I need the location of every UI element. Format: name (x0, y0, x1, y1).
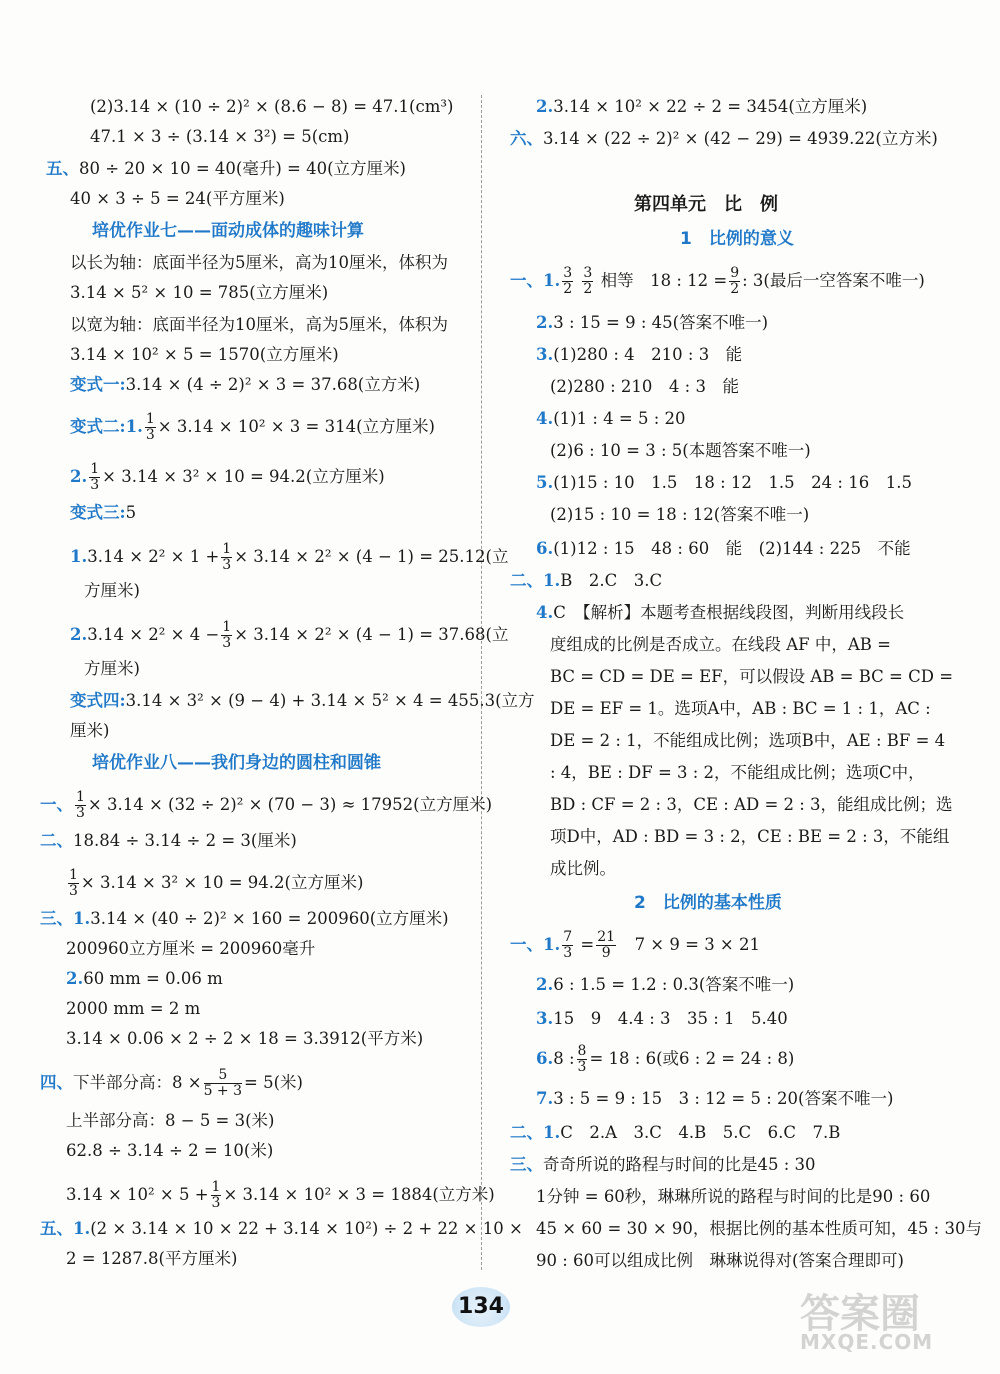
answer-line (550, 504, 809, 526)
answer-text: 以宽为轴：底面半径为10厘米，高为5厘米，体积为 (70, 315, 448, 334)
answer-line (70, 542, 508, 573)
answer-text: 1分钟 = 60秒，琳琳所说的路程与时间的比是90 : 60 (536, 1187, 931, 1206)
fraction-denominator: 3 (222, 557, 232, 573)
answer-line (536, 1008, 788, 1030)
answer-text: : 3(最后一空答案不唯一) (742, 271, 925, 290)
answer-text: 200960立方厘米 = 200960毫升 (66, 939, 316, 958)
answer-text: (2)15 : 10 = 18 : 12(答案不唯一) (550, 505, 810, 524)
answer-text: 奇奇所说的路程与时间的比是45 : 30 (543, 1155, 816, 1174)
question-label: 4. (536, 603, 554, 622)
answer-line (92, 220, 364, 242)
answer-text: 3.14 × (4 ÷ 2)² × 3 = 37.68(立方米) (125, 375, 421, 394)
answer-text: 7 × 9 = 3 × 21 (618, 935, 760, 954)
page-number: 134 (452, 1287, 510, 1327)
column-divider (481, 95, 482, 1270)
answer-line (550, 826, 949, 848)
answer-line (90, 126, 349, 148)
answer-line (66, 1248, 237, 1270)
answer-text: 18.84 ÷ 3.14 ÷ 2 = 3(厘米) (73, 831, 297, 850)
question-label: 三、 (510, 1155, 543, 1174)
fraction (729, 266, 740, 297)
question-label: 四、 (40, 1073, 73, 1092)
answer-text: C 2.A 3.C 4.B 5.C 6.C 7.B (560, 1123, 841, 1142)
question-label: 五、1. (40, 1219, 91, 1238)
fraction (221, 542, 232, 573)
question-label: 3. (536, 1009, 554, 1028)
section-heading: 培优作业七——面动成体的趣味计算 (92, 221, 364, 241)
answer-text: 3.14 × 5² × 10 = 785(立方厘米) (70, 283, 329, 302)
answer-line (510, 570, 662, 592)
fraction-numerator: 1 (211, 1179, 221, 1195)
answer-line (510, 1154, 816, 1176)
fraction-numerator: 3 (583, 265, 593, 281)
answer-text: DE = EF = 1。选项A中，AB : BC = 1 : 1，AC : (550, 699, 931, 718)
answer-line (70, 344, 339, 366)
fraction-denominator: 5 + 3 (203, 1083, 243, 1099)
answer-text: 3 : 5 = 9 : 15 3 : 12 = 5 : 20(答案不唯一) (553, 1089, 894, 1108)
question-label: 五、 (46, 159, 79, 178)
answer-line (66, 938, 315, 960)
answer-line (510, 1122, 840, 1144)
answer-text: = (580, 935, 595, 954)
answer-text: × 3.14 × 2² × (4 − 1) = 25.12(立 (234, 547, 509, 566)
answer-text: 90 : 60可以组成比例 琳琳说得对(答案合理即可) (536, 1251, 904, 1270)
answer-text: 15 9 4.4 : 3 35 : 1 5.40 (553, 1009, 788, 1028)
section-heading: 1 比例的意义 (680, 229, 794, 249)
answer-line (40, 830, 297, 852)
answer-text: (1)280 : 4 210 : 3 能 (553, 345, 743, 364)
answer-text: 下半部分高：8 × (73, 1073, 202, 1092)
fraction-denominator: 3 (563, 945, 573, 961)
fraction (145, 412, 156, 443)
answer-text: × 3.14 × 10² × 3 = 314(立方厘米) (157, 417, 435, 436)
watermark-logo (800, 1282, 990, 1357)
answer-text: 厘米) (70, 721, 110, 740)
answer-text: 80 ÷ 20 × 10 = 40(毫升) = 40(立方厘米) (79, 159, 406, 178)
answer-text: 3.14 × 10² × 22 ÷ 2 = 3454(立方厘米) (553, 97, 868, 116)
section-heading: 2 比例的基本性质 (634, 893, 782, 913)
answer-line (40, 1068, 303, 1099)
answer-text: × 3.14 × 2² × (4 − 1) = 37.68(立 (234, 625, 509, 644)
answer-line (536, 472, 912, 494)
question-label: 二、 (40, 831, 73, 850)
answer-line (634, 194, 778, 216)
answer-text: (1)12 : 15 48 : 60 能 (2)144 : 225 不能 (553, 539, 911, 558)
answer-line (536, 1186, 930, 1208)
answer-line (66, 1180, 495, 1211)
answer-line (550, 440, 811, 462)
fraction (221, 620, 232, 651)
answer-line (66, 998, 200, 1020)
answer-line (550, 376, 739, 398)
question-label: 一、1. (510, 271, 561, 290)
fraction-numerator: 1 (222, 619, 232, 635)
answer-text: 3.14 × 10² × 5 + (66, 1185, 209, 1204)
answer-line (70, 462, 385, 493)
answer-line (550, 858, 616, 880)
answer-text: 以长为轴：底面半径为5厘米，高为10厘米，体积为 (70, 253, 448, 272)
question-label: 变式二:1. (70, 417, 143, 436)
fraction-denominator: 3 (90, 477, 100, 493)
answer-line (70, 252, 448, 274)
answer-line (536, 344, 742, 366)
answer-line (46, 158, 406, 180)
question-label: 变式三: (70, 503, 126, 522)
answer-line (92, 752, 381, 774)
answer-line (84, 658, 140, 680)
answer-text: 方厘米) (84, 581, 140, 600)
section-heading: 培优作业八——我们身边的圆柱和圆锥 (92, 753, 381, 773)
answer-text: 5 (125, 503, 137, 522)
answer-text: (2)6 : 10 = 3 : 5(本题答案不唯一) (550, 441, 811, 460)
fraction (211, 1180, 222, 1211)
answer-line (84, 580, 140, 602)
fraction (562, 266, 573, 297)
answer-text: (2)3.14 × (10 ÷ 2)² × (8.6 − 8) = 47.1(cm³) (90, 97, 454, 116)
fraction (582, 266, 593, 297)
question-label: 5. (536, 473, 554, 492)
answer-line (536, 1044, 794, 1075)
question-label: 变式一: (70, 375, 126, 394)
answer-text: × 3.14 × (32 ÷ 2)² × (70 − 3) ≈ 17952(立方厘米) (87, 795, 493, 814)
answer-line (70, 412, 435, 443)
question-label: 二、1. (510, 571, 561, 590)
question-label: 6. (536, 539, 554, 558)
answer-line (536, 1218, 982, 1240)
question-label: 2. (66, 969, 84, 988)
question-label: 一、 (40, 795, 73, 814)
answer-text: 相等 18 : 12 = (600, 271, 728, 290)
answer-line (536, 408, 686, 430)
answer-line (510, 266, 925, 297)
answer-line (550, 634, 891, 656)
fraction (204, 1068, 242, 1099)
answer-line (536, 96, 867, 118)
answer-line (536, 312, 768, 334)
answer-text: (2 × 3.14 × 10 × 22 + 3.14 × 10²) ÷ 2 + 22 × 10 × (90, 1219, 523, 1238)
fraction-denominator: 3 (211, 1195, 221, 1211)
answer-line (70, 690, 535, 712)
answer-text: 8 : (553, 1049, 575, 1068)
answer-line (90, 96, 453, 118)
answer-line (536, 602, 904, 624)
answer-line (40, 790, 492, 821)
answer-text: (1)15 : 10 1.5 18 : 12 1.5 24 : 16 1.5 (553, 473, 912, 492)
answer-line (536, 974, 794, 996)
answer-line (70, 374, 420, 396)
fraction-numerator: 8 (577, 1043, 587, 1059)
answer-line (70, 720, 109, 742)
answer-text: 度组成的比例是否成立。在线段 AF 中，AB = (550, 635, 891, 654)
answer-line (70, 188, 285, 210)
answer-line (66, 868, 363, 899)
question-label: 2. (536, 313, 554, 332)
answer-line (550, 794, 953, 816)
answer-text: 上半部分高：8 − 5 = 3(米) (66, 1111, 275, 1130)
answer-line (66, 1028, 423, 1050)
question-label: 六、 (510, 129, 543, 148)
answer-text: 成比例。 (550, 859, 616, 878)
answer-text: 6 : 1.5 = 1.2 : 0.3(答案不唯一) (553, 975, 795, 994)
question-label: 一、1. (510, 935, 561, 954)
answer-text: C 【解析】本题考查根据线段图，判断用线段长 (553, 603, 905, 622)
answer-text: 3.14 × 0.06 × 2 ÷ 2 × 18 = 3.3912(平方米) (66, 1029, 424, 1048)
answer-text: 3.14 × 2² × 1 + (87, 547, 220, 566)
fraction-numerator: 1 (69, 867, 78, 883)
question-label: 三、1. (40, 909, 91, 928)
answer-text: DE = 2 : 1，不能组成比例；选项B中，AE : BF = 4 (550, 731, 946, 750)
answer-text: 项D中，AD : BD = 3 : 2，CE : BE = 2 : 3，不能组 (550, 827, 950, 846)
answer-text: 60 mm = 0.06 m (83, 969, 223, 988)
answer-text: (2)280 : 210 4 : 3 能 (550, 377, 739, 396)
answer-text: BD : CF = 2 : 3，CE : AD = 2 : 3，能组成比例；选 (550, 795, 953, 814)
answer-text: 3 : 15 = 9 : 45(答案不唯一) (553, 313, 769, 332)
watermark-text: 答案圈 (800, 1291, 920, 1337)
answer-line (680, 228, 794, 250)
fraction-denominator: 3 (145, 427, 155, 443)
fraction-denominator: 9 (601, 945, 611, 961)
answer-line (536, 538, 911, 560)
fraction-numerator: 9 (730, 265, 740, 281)
watermark-url: MXQE.COM (800, 1330, 934, 1354)
answer-text: B 2.C 3.C (560, 571, 663, 590)
answer-text: 方厘米) (84, 659, 140, 678)
fraction (562, 930, 573, 961)
answer-text: × 3.14 × 3² × 10 = 94.2(立方厘米) (80, 873, 364, 892)
fraction-denominator: 2 (583, 281, 593, 297)
answer-line (66, 1110, 275, 1132)
question-label: 2. (536, 97, 554, 116)
answer-text: 3.14 × (22 ÷ 2)² × (42 − 29) = 4939.22(立方米) (543, 129, 938, 148)
answer-line (550, 666, 953, 688)
answer-line (634, 892, 782, 914)
answer-text: 47.1 × 3 ÷ (3.14 × 3²) = 5(cm) (90, 127, 350, 146)
question-label: 7. (536, 1089, 554, 1108)
answer-line (70, 620, 508, 651)
answer-line (550, 762, 925, 784)
answer-text: 3.14 × 2² × 4 − (87, 625, 220, 644)
answer-text: = 5(米) (244, 1073, 303, 1092)
answer-text: 2000 mm = 2 m (66, 999, 201, 1018)
answer-text: 40 × 3 ÷ 5 = 24(平方厘米) (70, 189, 285, 208)
question-label: 2. (70, 625, 88, 644)
answer-line (70, 314, 448, 336)
fraction-numerator: 1 (90, 461, 100, 477)
answer-line (66, 968, 223, 990)
question-label: 2. (70, 467, 88, 486)
answer-text: 3.14 × (40 ÷ 2)² × 160 = 200960(立方厘米) (90, 909, 449, 928)
fraction-numerator: 1 (145, 411, 155, 427)
answer-text: 62.8 ÷ 3.14 ÷ 2 = 10(米) (66, 1141, 274, 1160)
answer-text: (1)1 : 4 = 5 : 20 (553, 409, 686, 428)
answer-line (536, 1250, 904, 1272)
fraction-numerator: 3 (563, 265, 573, 281)
answer-line (510, 128, 938, 150)
answer-text: 45 × 60 = 30 × 90，根据比例的基本性质可知，45 : 30与 (536, 1219, 982, 1238)
answer-text: × 3.14 × 10² × 3 = 1884(立方米) (223, 1185, 495, 1204)
fraction-denominator: 2 (563, 281, 573, 297)
fraction-numerator: 21 (597, 929, 616, 945)
fraction-denominator: 3 (577, 1059, 587, 1075)
question-label: 1. (70, 547, 88, 566)
fraction-denominator: 3 (69, 883, 78, 899)
fraction (577, 1044, 588, 1075)
question-label: 二、1. (510, 1123, 561, 1142)
answer-line (550, 730, 945, 752)
fraction-denominator: 3 (76, 805, 85, 821)
answer-line (40, 908, 449, 930)
answer-text: = 18 : 6(或6 : 2 = 24 : 8) (589, 1049, 795, 1068)
question-label: 变式四: (70, 691, 126, 710)
question-label: 6. (536, 1049, 554, 1068)
fraction-numerator: 1 (222, 541, 232, 557)
fraction (596, 930, 616, 961)
fraction (89, 462, 100, 493)
answer-text: : 4，BE : DF = 3 : 2，不能组成比例；选项C中， (550, 763, 925, 782)
unit-title: 第四单元 比 例 (634, 194, 778, 215)
answer-text: 2 = 1287.8(平方厘米) (66, 1249, 238, 1268)
answer-text: 3.14 × 10² × 5 = 1570(立方厘米) (70, 345, 339, 364)
answer-line (70, 502, 136, 524)
answer-line (536, 1088, 893, 1110)
fraction (68, 868, 79, 899)
fraction-denominator: 2 (730, 281, 740, 297)
fraction-numerator: 7 (563, 929, 573, 945)
question-label: 4. (536, 409, 554, 428)
answer-text: × 3.14 × 3² × 10 = 94.2(立方厘米) (102, 467, 385, 486)
fraction-denominator: 3 (222, 635, 232, 651)
answer-line (550, 698, 931, 720)
question-label: 3. (536, 345, 554, 364)
answer-line (510, 930, 760, 961)
question-label: 2. (536, 975, 554, 994)
answer-text: BC = CD = DE = EF，可以假设 AB = BC = CD = (550, 667, 954, 686)
fraction-numerator: 1 (76, 789, 85, 805)
answer-line (66, 1140, 273, 1162)
answer-line (70, 282, 328, 304)
fraction-numerator: 5 (204, 1068, 242, 1084)
fraction (75, 790, 86, 821)
answer-line (40, 1218, 523, 1240)
answer-text: 3.14 × 3² × (9 − 4) + 3.14 × 5² × 4 = 455.3(立方 (125, 691, 535, 710)
